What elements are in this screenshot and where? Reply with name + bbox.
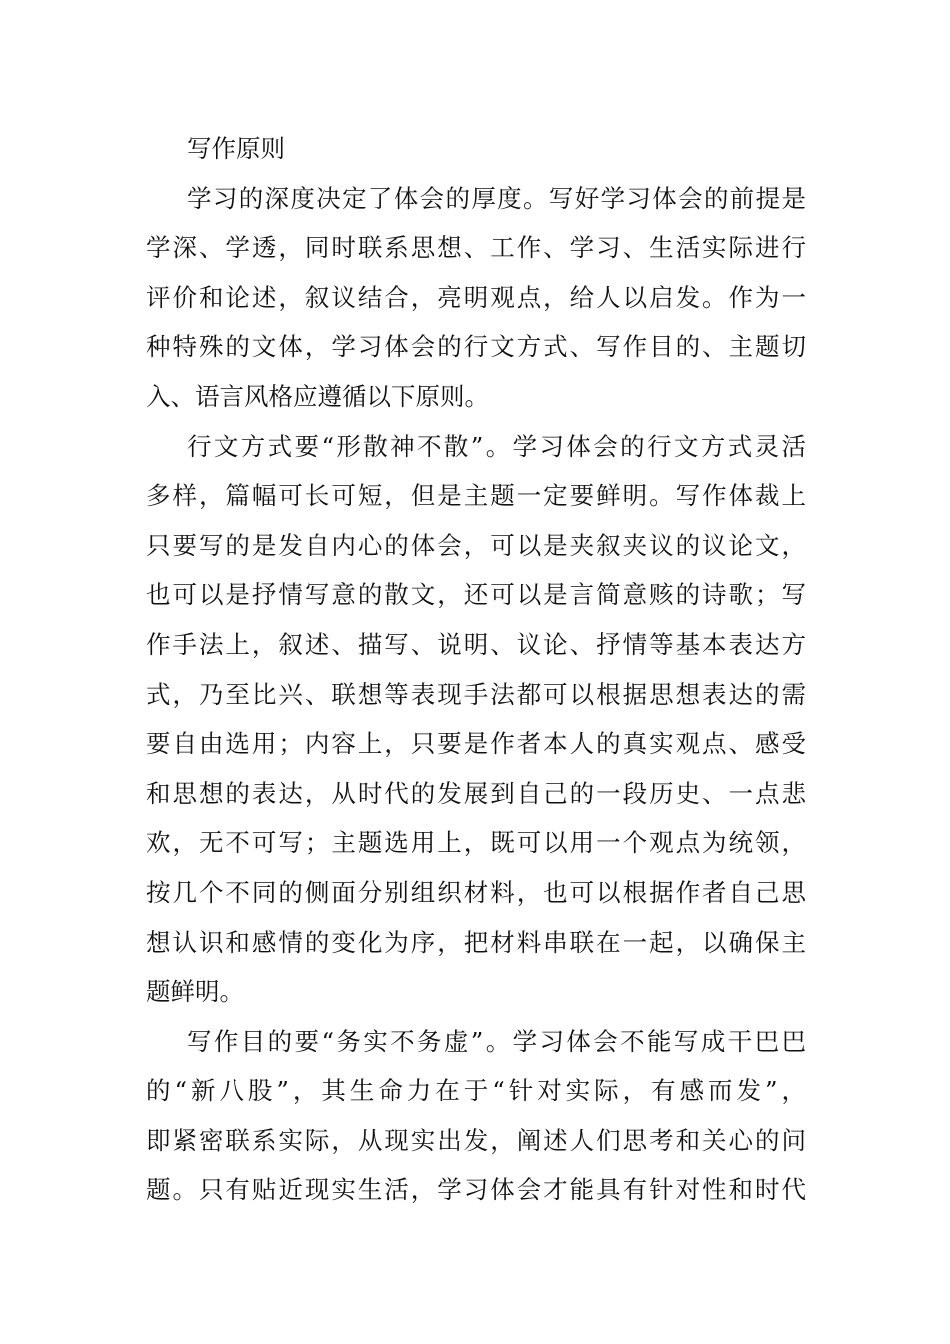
paragraph-3 bbox=[146, 1017, 806, 1215]
paragraph-line: 作手法上，叙述、描写、说明、议论、抒情等基本表达方 bbox=[146, 629, 806, 659]
paragraph-line: 即紧密联系实际，从现实出发，阐述人们思考和关心的问 bbox=[146, 1125, 806, 1155]
paragraph-line: 欢，无不可写；主题选用上，既可以用一个观点为统领， bbox=[146, 828, 806, 858]
paragraph-line: 式，乃至比兴、联想等表现手法都可以根据思想表达的需 bbox=[146, 679, 806, 709]
paragraph-line: 学深、学透，同时联系思想、工作、学习、生活实际进行 bbox=[146, 233, 806, 263]
paragraph-line: 多样，篇幅可长可短，但是主题一定要鲜明。写作体裁上 bbox=[146, 481, 806, 511]
paragraph-line: 题。只有贴近现实生活，学习体会才能具有针对性和时代 bbox=[146, 1175, 806, 1205]
paragraph-line: 也可以是抒情写意的散文，还可以是言简意赅的诗歌；写 bbox=[146, 580, 806, 610]
paragraph-line: 评价和论述，叙议结合，亮明观点，给人以启发。作为一 bbox=[146, 282, 806, 312]
paragraph-line: 的“新八股”，其生命力在于“针对实际，有感而发”， bbox=[146, 1076, 806, 1106]
paragraph-2 bbox=[146, 422, 806, 1017]
paragraph-line: 要自由选用；内容上，只要是作者本人的真实观点、感受 bbox=[146, 729, 806, 759]
paragraph-line: 学习的深度决定了体会的厚度。写好学习体会的前提是 bbox=[187, 183, 806, 213]
section-heading: 写作原则 bbox=[187, 134, 285, 163]
paragraph-line: 按几个不同的侧面分别组织材料，也可以根据作者自己思 bbox=[146, 877, 806, 907]
paragraph-line: 入、语言风格应遵循以下原则。 bbox=[146, 381, 489, 411]
paragraph-line: 行文方式要“形散神不散”。学习体会的行文方式灵活 bbox=[187, 431, 806, 461]
paragraph-line: 种特殊的文体，学习体会的行文方式、写作目的、主题切 bbox=[146, 332, 806, 362]
paragraph-line: 和思想的表达，从时代的发展到自己的一段历史、一点悲 bbox=[146, 778, 806, 808]
paragraph-line: 题鲜明。 bbox=[146, 977, 244, 1007]
paragraph-line: 想认识和感情的变化为序，把材料串联在一起，以确保主 bbox=[146, 927, 806, 957]
paragraph-line: 写作目的要“务实不务虚”。学习体会不能写成干巴巴 bbox=[187, 1026, 806, 1056]
paragraph-line: 只要写的是发自内心的体会，可以是夹叙夹议的议论文， bbox=[146, 530, 806, 560]
paragraph-1 bbox=[146, 174, 806, 422]
document-body bbox=[146, 124, 806, 1215]
